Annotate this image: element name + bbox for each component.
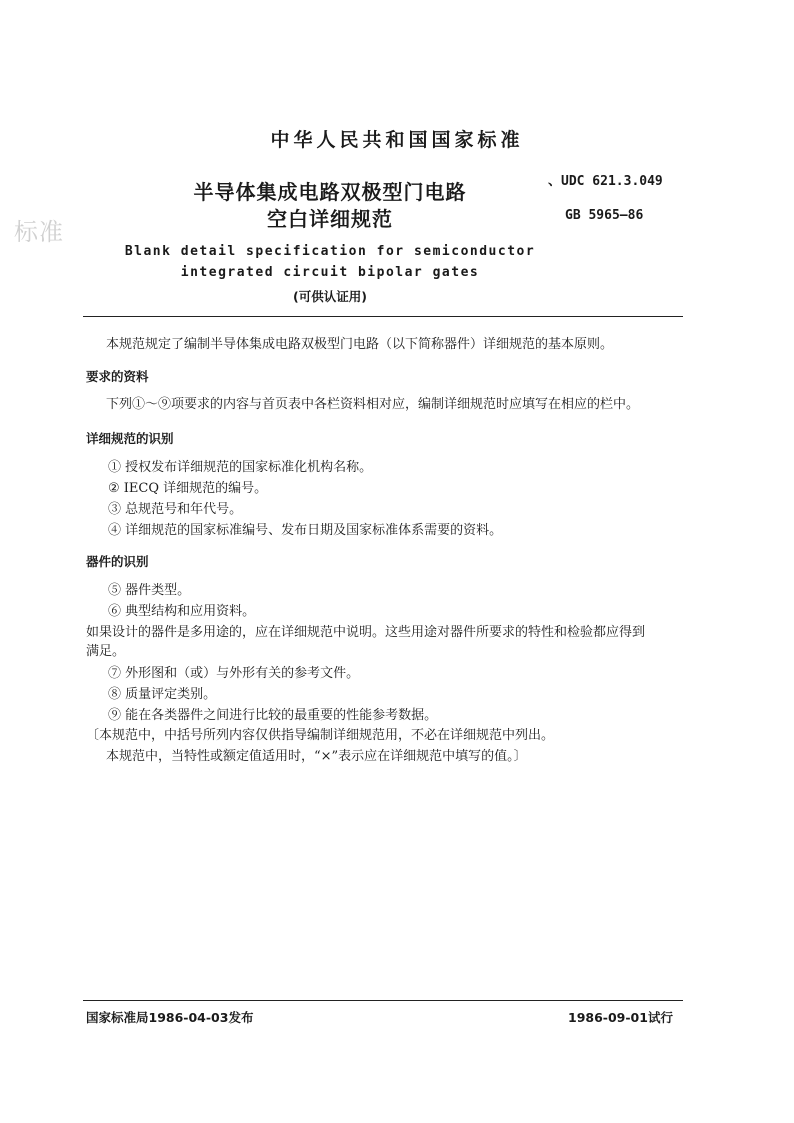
standard-title: 中华人民共和国国家标准: [270, 129, 524, 151]
multi-use-paragraph-line-2: 满足。: [86, 644, 126, 659]
effective-date: 1986-09-01试行: [568, 1010, 673, 1025]
title-line-1: 半导体集成电路双极型门电路: [193, 180, 467, 204]
section-heading-required-info: 要求的资料: [86, 369, 149, 384]
list-item: ⑦ 外形图和（或）与外形有关的参考文件。: [108, 666, 360, 681]
section-heading-device-identification: 器件的识别: [86, 554, 149, 569]
intro-paragraph: 本规范规定了编制半导体集成电路双极型门电路（以下简称器件）详细规范的基本原则。: [106, 337, 614, 352]
multi-use-paragraph-line-1: 如果设计的器件是多用途的，应在详细规范中说明。这些用途对器件所要求的特性和检验都应得到: [86, 625, 646, 640]
list-item: ① 授权发布详细规范的国家标准化机构名称。: [108, 460, 373, 475]
bracket-note-line-1: 〔本规范中，中括号所列内容仅供指导编制详细规范用，不必在详细规范中列出。: [86, 728, 555, 743]
required-info-paragraph: 下列①～⑨项要求的内容与首页表中各栏资料相对应，编制详细规范时应填写在相应的栏中。: [106, 397, 640, 412]
header-divider: [83, 316, 683, 317]
list-item: ③ 总规范号和年代号。: [108, 502, 243, 517]
udc-number: 、UDC 621.3.049: [548, 174, 663, 189]
gb-number: GB 5965—86: [565, 208, 644, 223]
title-line-2: 空白详细规范: [267, 207, 393, 231]
english-title-line-1: Blank detail specification for semiconductor: [124, 244, 536, 259]
list-item: ② IECQ 详细规范的编号。: [108, 481, 268, 496]
certification-note: (可供认证用): [293, 289, 367, 304]
section-heading-spec-identification: 详细规范的识别: [86, 431, 174, 446]
issue-date: 国家标准局1986-04-03发布: [86, 1010, 254, 1025]
list-item: ⑤ 器件类型。: [108, 583, 191, 598]
footer-divider: [83, 1000, 683, 1001]
list-item: ⑥ 典型结构和应用资料。: [108, 604, 256, 619]
list-item: ④ 详细规范的国家标准编号、发布日期及国家标准体系需要的资料。: [108, 523, 503, 538]
side-mark: 标准: [14, 218, 64, 246]
list-item: ⑨ 能在各类器件之间进行比较的最重要的性能参考数据。: [108, 708, 438, 723]
list-item: ⑧ 质量评定类别。: [108, 687, 217, 702]
english-title-line-2: integrated circuit bipolar gates: [180, 265, 480, 280]
bracket-note-line-2: 本规范中，当特性或额定值适用时，“×”表示应在详细规范中填写的值。〕: [106, 749, 527, 764]
